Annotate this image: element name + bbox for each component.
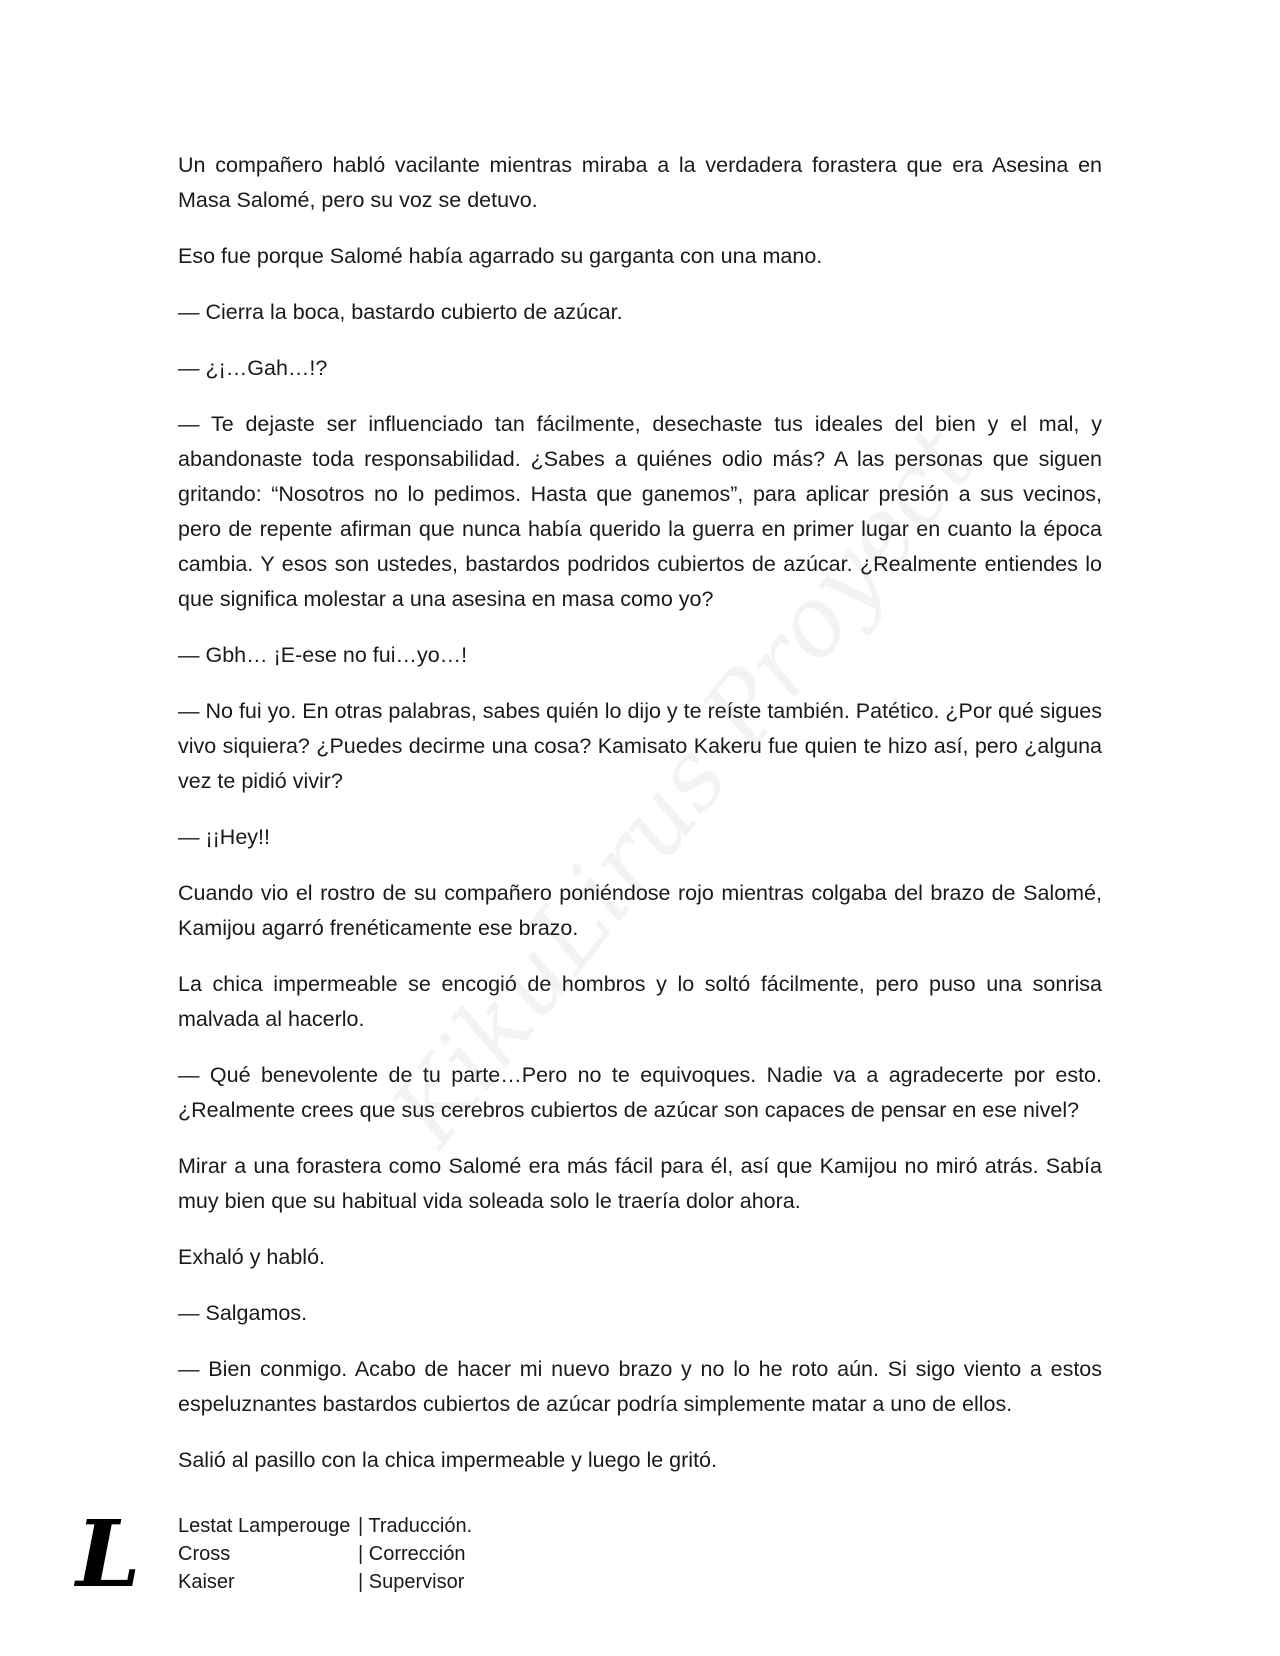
paragraph: — Bien conmigo. Acabo de hacer mi nuevo brazo y no lo he roto aún. Si sigo viento a estos espeluznantes bastardos cubiertos de azúcar podría simplemente matar a uno de ellos. [178,1357,1102,1416]
paragraph: — Qué benevolente de tu parte…Pero no te equivoques. Nadie va a agradecerte por esto. ¿Realmente crees que sus cerebros cubiertos de azúcar son capaces de pensar en ese nivel? [178,1063,1102,1122]
paragraph: — Cierra la boca, bastardo cubierto de azúcar. [178,300,623,324]
credit-role: | Corrección [358,1543,466,1565]
paragraph: — ¡¡Hey!! [178,825,270,849]
credit-role: | Traducción. [358,1515,473,1537]
paragraph: Exhaló y habló. [178,1245,326,1269]
credit-name: Lestat Lamperouge [178,1515,351,1537]
paragraph: — Salgamos. [178,1301,308,1325]
paragraph: Eso fue porque Salomé había agarrado su garganta con una mano. [178,244,823,268]
credit-role: | Supervisor [358,1571,465,1593]
footer-credits [76,1500,676,1608]
body-text [178,148,1102,1499]
credit-name: Kaiser [178,1571,235,1593]
logo-l-icon: L [76,1500,141,1608]
credits-list [178,1512,472,1596]
paragraph: — ¿¡…Gah…!? [178,356,328,380]
paragraph: — Te dejaste ser influenciado tan fácilmente, desechaste tus ideales del bien y el mal, y abandonaste toda responsabilidad. ¿Sabes a quiénes odio más? A las personas que siguen gritando: “Nosotros no lo pedimos. Hasta que ganemos”, para aplicar presión a sus vecinos, pero de repente afirman que nunca había querido la guerra en primer lugar en cuanto la época cambia. Y esos son ustedes, bastardos podridos cubiertos de azúcar. ¿Realmente entiendes lo que significa molestar a una asesina en masa como yo? [178,412,1102,611]
paragraph: La chica impermeable se encogió de hombros y lo soltó fácilmente, pero puso una sonrisa malvada al hacerlo. [178,972,1102,1031]
credit-row [178,1512,472,1540]
paragraph: Cuando vio el rostro de su compañero poniéndose rojo mientras colgaba del brazo de Salomé, Kamijou agarró frenéticamente ese brazo. [178,881,1102,940]
credit-row [178,1540,472,1568]
paragraph: — Gbh… ¡E-ese no fui…yo…! [178,643,468,667]
paragraph: Salió al pasillo con la chica impermeable y luego le gritó. [178,1448,717,1472]
credit-name: Cross [178,1543,231,1565]
paragraph: Un compañero habló vacilante mientras miraba a la verdadera forastera que era Asesina en Masa Salomé, pero su voz se detuvo. [178,153,1102,212]
credit-row [178,1568,472,1596]
paragraph: Mirar a una forastera como Salomé era más fácil para él, así que Kamijou no miró atrás. Sabía muy bien que su habitual vida soleada solo le traería dolor ahora. [178,1154,1102,1213]
paragraph: — No fui yo. En otras palabras, sabes quién lo dijo y te reíste también. Patético. ¿Por qué sigues vivo siquiera? ¿Puedes decirme una cosa? Kamisato Kakeru fue quien te hizo así, pero ¿alguna vez te pidió vivir? [178,699,1102,793]
